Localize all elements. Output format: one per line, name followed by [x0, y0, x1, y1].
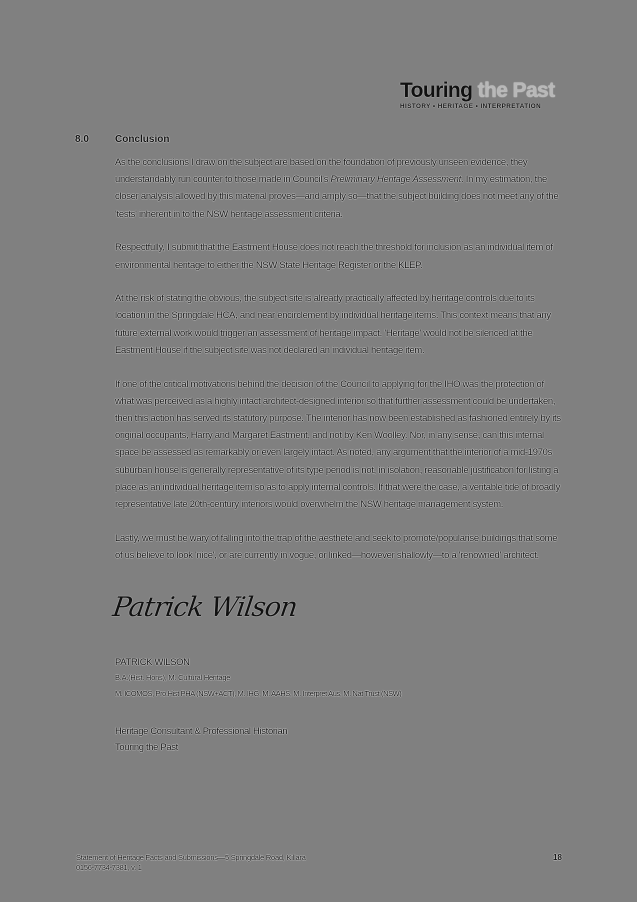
signatory-name: PATRICK WILSON [115, 656, 190, 667]
signatory-role: Heritage Consultant & Professional Historian [115, 725, 288, 736]
section-title: Conclusion [115, 134, 170, 145]
logo-title-dark: Touring [400, 79, 478, 102]
handwritten-signature: Patrick Wilson [110, 592, 299, 623]
conclusion-body [115, 153, 563, 580]
logo-title-light: the Past [477, 79, 555, 102]
signatory-memberships: M. ICOMOS, Pro.Hist PHA (NSW+ACT), M. IHG, M. AAHS, M. Interpret Aus, M. Nat Trust (NSW) [115, 689, 402, 698]
paragraph-4: If one of the critical motivations behind the decision of the Council to applying for the IHO was the protection of what was perceived as a highly intact architect-designed interior so that further assessment could be undertaken, then this action has served its statutory purpose. The interior has now been established as fashioned entirely by its original occupants, Harry and Margaret Eastment, and not by Ken Woolley. Nor, in any sense, can this internal space be assessed as remarkably or even largely intact. As noted, any argument that the interior of a mid-1970s suburban house is generally representative of its type period is not, in isolation, reasonable justification for listing a place as an individual heritage item so as to apply internal controls. If that were the case, a veritable tide of broadly representative late 20th-century interiors would overwhelm the NSW heritage management system. [115, 377, 561, 509]
footer-document-title: Statement of Heritage Facts and Submissions—5 Springdale Road, Killara [76, 853, 306, 862]
page-number: 18 [553, 853, 562, 862]
touring-the-past-logo [400, 80, 560, 112]
preliminary-assessment-title: Preliminary Heritage Assessment [330, 173, 462, 185]
signatory-organisation: Touring the Past [115, 741, 178, 752]
logo-title [400, 80, 560, 102]
footer-document-ref: 0156-7734-7381, v. 1 [76, 863, 142, 872]
document-footer [76, 853, 306, 873]
paragraph-2: Respectfully, I submit that the Eastment House does not reach the threshold for inclusion as an individual item of environmental heritage to either the NSW State Heritage Register or the KLEP. [115, 241, 553, 270]
paragraph-1-text: As the conclusions I draw on the subject are based on the foundation of previously unseen evidence, they understandably run counter to those made in Council's [115, 156, 528, 185]
paragraph-1 [115, 153, 563, 222]
logo-tagline: HISTORY • HERITAGE • INTERPRETATION [400, 103, 542, 110]
section-number: 8.0 [75, 134, 89, 145]
paragraph-1-text-end: . In my estimation, the closer analysis allowed by this material proves—and amply so—that the subject building does not meet any of the 'tests' inherent in to the NSW heritage assessment criteria. [115, 173, 559, 219]
paragraph-3: At the risk of stating the obvious, the subject site is already practically affected by heritage controls due to its location in the Springdale HCA, and near encirclement by individual heritage items. This context means that any future external work would trigger an assessment of heritage impact. 'Heritage' would not be silenced at the Eastment House if the subject site was not declared an individual heritage item. [115, 292, 551, 355]
signatory-qualifications: B.A.(Hist. Hons), M. Cultural Heritage [115, 673, 231, 682]
paragraph-5: Lastly, we must be wary of falling into the trap of the aesthete and seek to promote/popularise buildings that some of us believe to look 'nice', or are currently in vogue, or linked—however shallowly—to a 'renowned' architect. [115, 531, 558, 560]
